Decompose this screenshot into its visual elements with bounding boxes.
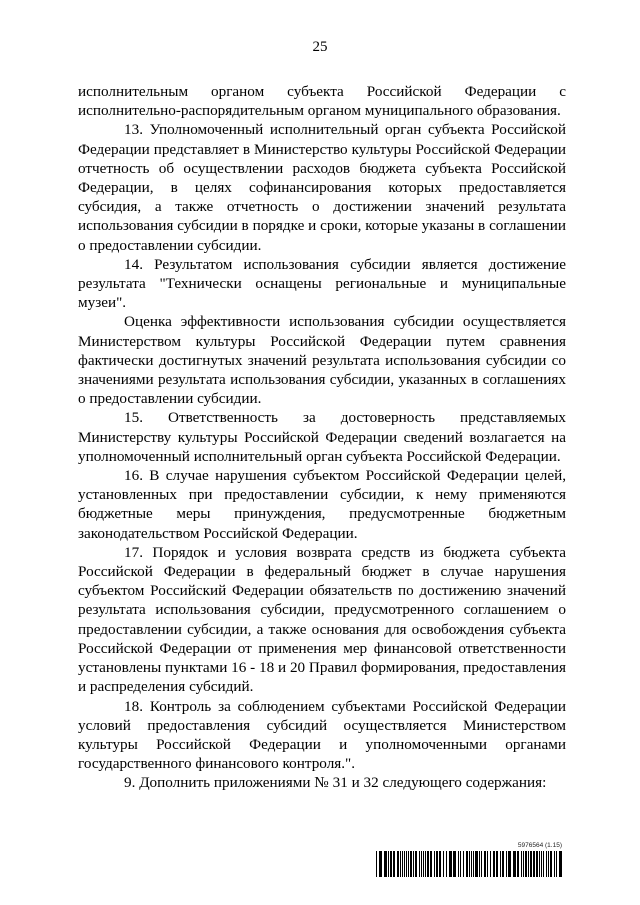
barcode-bar [513, 851, 516, 877]
barcode-bar [487, 851, 488, 877]
barcode-bar [473, 851, 474, 877]
barcode-bar [506, 851, 507, 877]
barcode-bar [479, 851, 480, 877]
paragraph-16: 16. В случае нарушения субъектом Российской Федерации целей, установленных при предоставлении субсидии, к нему применяются бюджетные меры принуждения, предусмотренные бюджетным законодательством Российской Федерации. [78, 467, 566, 542]
barcode-bar [539, 851, 540, 877]
barcode-bar [543, 851, 544, 877]
barcode-bar [466, 851, 468, 877]
barcode-bar [410, 851, 412, 877]
barcode-bar [460, 851, 461, 877]
paragraph-continuation: исполнительным органом субъекта Российской Федерации с исполнительно-распорядительным органом муниципального образования. [78, 83, 566, 120]
barcode-bar [559, 851, 562, 877]
barcode-bar [446, 851, 447, 877]
barcode-bar [439, 851, 441, 877]
barcode-icon [376, 851, 562, 877]
paragraph-14: 14. Результатом использования субсидии является достижение результата "Технически оснащены региональные и муниципальные музеи". [78, 255, 566, 312]
barcode-bar [406, 851, 407, 877]
barcode-bar [554, 851, 555, 877]
barcode-bar [384, 851, 387, 877]
barcode-bar [388, 851, 389, 877]
barcode-bar [469, 851, 470, 877]
barcode-bar [427, 851, 429, 877]
barcode-bar [548, 851, 549, 877]
document-code: 5976564 (1.15) [517, 842, 562, 849]
barcode-bar [541, 851, 542, 877]
barcode-bar [400, 851, 401, 877]
barcode-bar [393, 851, 395, 877]
barcode-bar [453, 851, 456, 877]
barcode-bar [402, 851, 403, 877]
barcode-bar [471, 851, 472, 877]
barcode-bar [419, 851, 420, 877]
barcode-bar [530, 851, 532, 877]
barcode-bar [528, 851, 529, 877]
paragraph-18: 18. Контроль за соблюдением субъектами Российской Федерации условий предоставления субсидий осуществляется Министерством культуры Российской Федерации и уполномоченными органами государственного финансового контроля.". [78, 697, 566, 773]
barcode-bar [425, 851, 426, 877]
barcode-bar [508, 851, 511, 877]
barcode-bar [536, 851, 538, 877]
barcode-bar [449, 851, 452, 877]
barcode-bar [533, 851, 535, 877]
barcode-bar [404, 851, 405, 877]
barcode-bar [458, 851, 459, 877]
barcode-bar [523, 851, 524, 877]
barcode-bar [475, 851, 478, 877]
barcode-bar [546, 851, 547, 877]
barcode-bar [413, 851, 414, 877]
barcode-bar [484, 851, 486, 877]
paragraph-efficiency-assessment: Оценка эффективности использования субсидии осуществляется Министерством культуры Российской Федерации путем сравнения фактически достигнутых значений результата использования субсидии со значениями результата использования субсидии, указанных в соглашениях о предоставлении субсидии. [78, 313, 566, 408]
barcode-bar [481, 851, 482, 877]
barcode-bar [490, 851, 491, 877]
barcode-bar [415, 851, 417, 877]
paragraph-15: 15. Ответственность за достоверность представляемых Министерству культуры Российской Федерации сведений возлагается на уполномоченный исполнительный орган субъекта Российской Федерации. [78, 409, 566, 465]
barcode-bar [430, 851, 432, 877]
barcode-bar [550, 851, 552, 877]
barcode-bar [463, 851, 464, 877]
barcode-bar [493, 851, 495, 877]
barcode-bar [436, 851, 438, 877]
barcode-bar [423, 851, 424, 877]
barcode-bar [421, 851, 422, 877]
barcode-bar [376, 851, 377, 877]
barcode-bar [397, 851, 399, 877]
paragraph-9: 9. Дополнить приложениями № 31 и 32 следующего содержания: [124, 774, 547, 792]
paragraph-17: 17. Порядок и условия возврата средств из бюджета субъекта Российской Федерации в федеральный бюджет в случае нарушения субъектом Российский Федерации обязательств по достижению значений результата использования субсидии, предусмотренного соглашением о предоставлении субсидии, а также основания для освобождения субъекта Российской Федерации от применения мер финансовой ответственности установлены пунктами 16 - 18 и 20 Правил формирования, предоставления и распределения субсидий. [78, 543, 566, 696]
barcode-bar [502, 851, 504, 877]
barcode-bar [517, 851, 519, 877]
paragraph-13: 13. Уполномоченный исполнительный орган субъекта Российской Федерации представляет в Министерство культуры Российской Федерации отчетность об осуществлении расходов бюджета субъекта Российской Федерации, в целях софинансирования которых предоставляется субсидия, а также отчетность о достижении значений результата использования субсидии в порядке и сроки, которые указаны в соглашении о предоставлении субсидии. [78, 121, 566, 254]
barcode-bar [443, 851, 444, 877]
barcode-bar [379, 851, 382, 877]
barcode-bar [500, 851, 501, 877]
barcode-bar [525, 851, 527, 877]
barcode-bar [408, 851, 409, 877]
barcode-bar [556, 851, 557, 877]
page-number: 25 [312, 39, 328, 55]
barcode-bar [496, 851, 498, 877]
barcode-bar [434, 851, 435, 877]
barcode-bar [390, 851, 392, 877]
barcode-bar [521, 851, 522, 877]
document-body [78, 82, 566, 793]
